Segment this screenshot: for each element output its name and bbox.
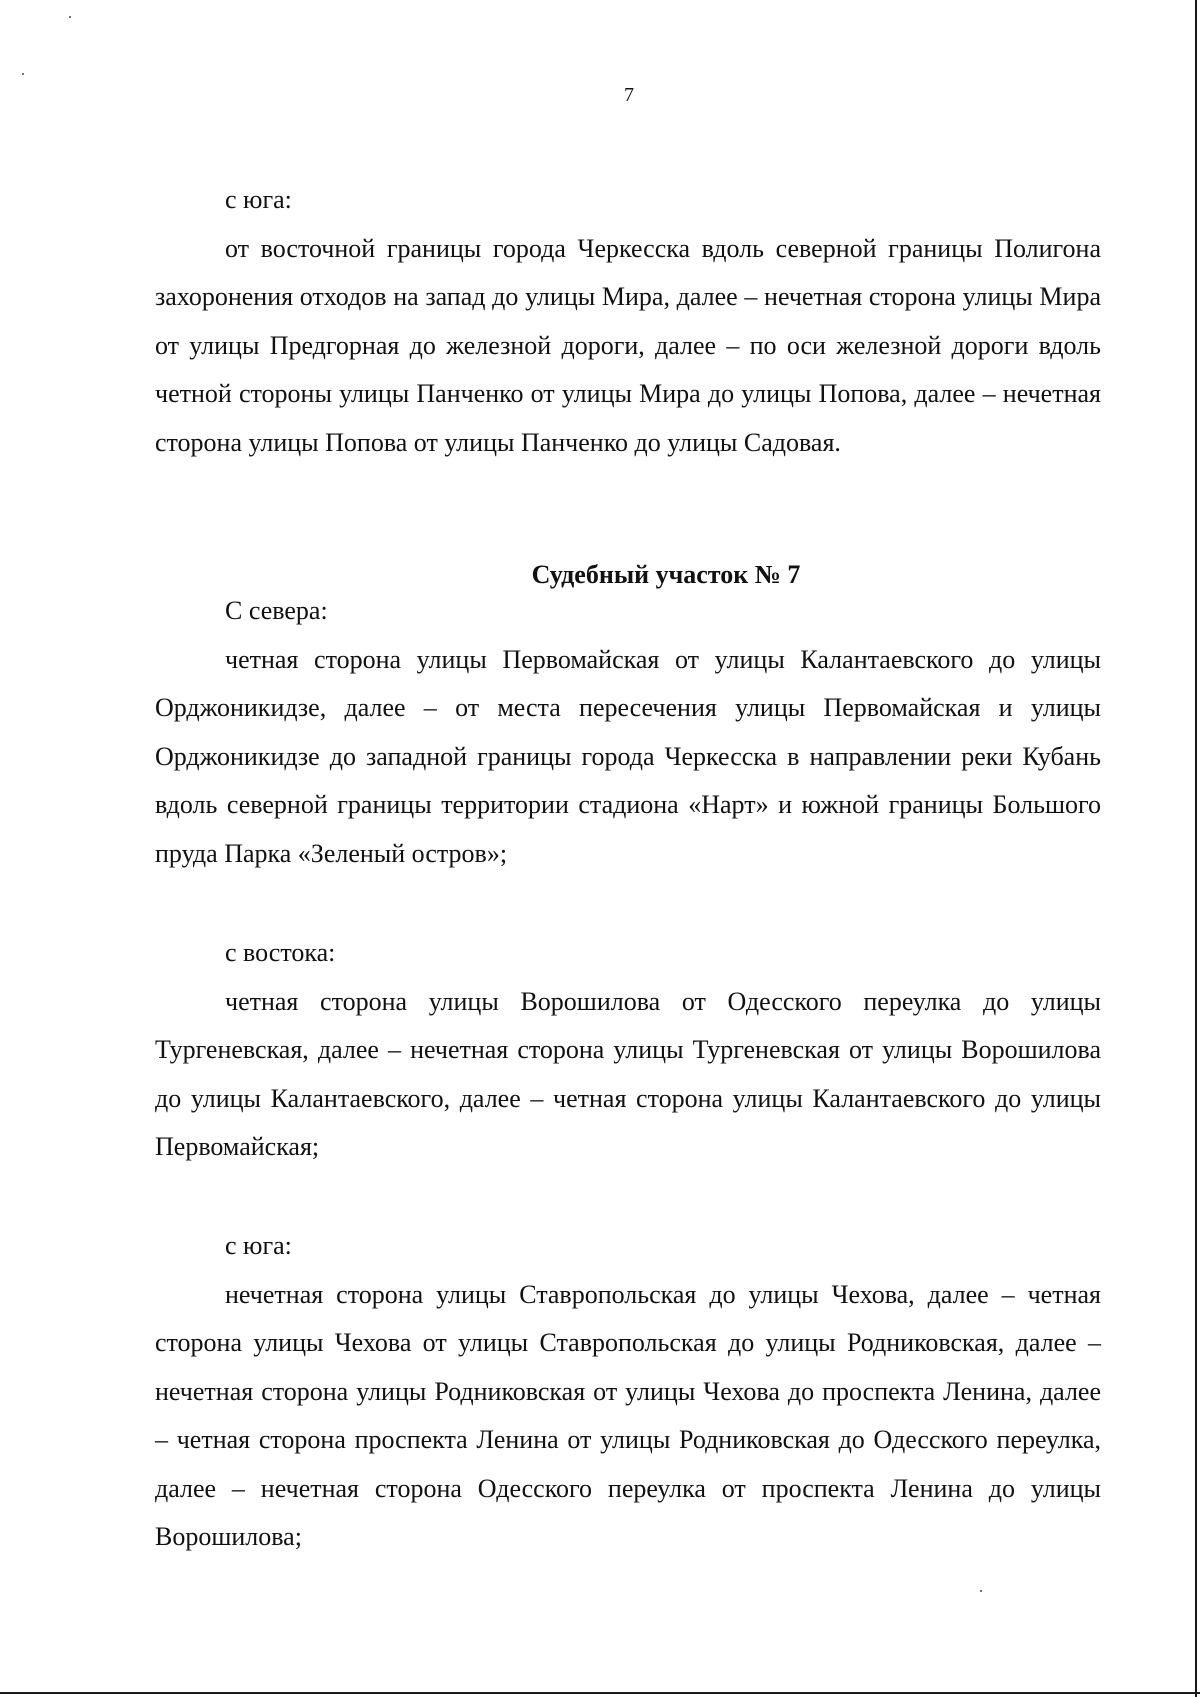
section-title: Судебный участок № 7 — [531, 560, 801, 589]
north-direction-label: С севера: — [225, 596, 328, 625]
east-block — [155, 929, 1101, 1172]
north-block — [155, 587, 1101, 878]
scan-speck — [69, 16, 71, 18]
intro-block — [155, 176, 1101, 467]
page-number: 7 — [624, 84, 634, 106]
scan-speck — [980, 1590, 982, 1592]
south-paragraph: нечетная сторона улицы Ставропольская до улицы Чехова, далее – четная сторона улицы Чехова от улицы Ставропольская до улицы Родниковская, далее – нечетная сторона улицы Родниковская от улицы Чехова до проспекта Ленина, далее – четная сторона проспекта Ленина от улицы Родниковская до Одесского переулка, далее – нечетная сторона Одесского переулка от проспекта Ленина до улицы Ворошилова; — [155, 1279, 1101, 1551]
scan-edge-bottom — [0, 1692, 1200, 1694]
north-paragraph: четная сторона улицы Первомайская от улицы Калантаевского до улицы Орджоникидзе, далее – от места пересечения улицы Первомайская и улицы Орджоникидзе до западной границы города Черкесска в направлении реки Кубань вдоль северной границы территории стадиона «Нарт» и южной границы Большого пруда Парка «Зеленый остров»; — [155, 644, 1101, 868]
south-block — [155, 1222, 1101, 1562]
scan-edge-right — [1195, 0, 1197, 1697]
intro-direction-label: с юга: — [225, 185, 292, 214]
intro-paragraph: от восточной границы города Черкесска вдоль северной границы Полигона захоронения отходов на запад до улицы Мира, далее – нечетная сторона улицы Мира от улицы Предгорная до железной дороги, далее – по оси железной дороги вдоль четной стороны улицы Панченко от улицы Мира до улицы Попова, далее – нечетная сторона улицы Попова от улицы Панченко до улицы Садовая. — [155, 233, 1101, 457]
east-direction-label: с востока: — [225, 938, 336, 967]
scan-speck — [22, 73, 24, 75]
south-direction-label: с юга: — [225, 1231, 292, 1260]
east-paragraph: четная сторона улицы Ворошилова от Одесского переулка до улицы Тургеневская, далее – нечетная сторона улицы Тургеневская от улицы Ворошилова до улицы Калантаевского, далее – четная сторона улицы Калантаевского до улицы Первомайская; — [155, 986, 1101, 1161]
